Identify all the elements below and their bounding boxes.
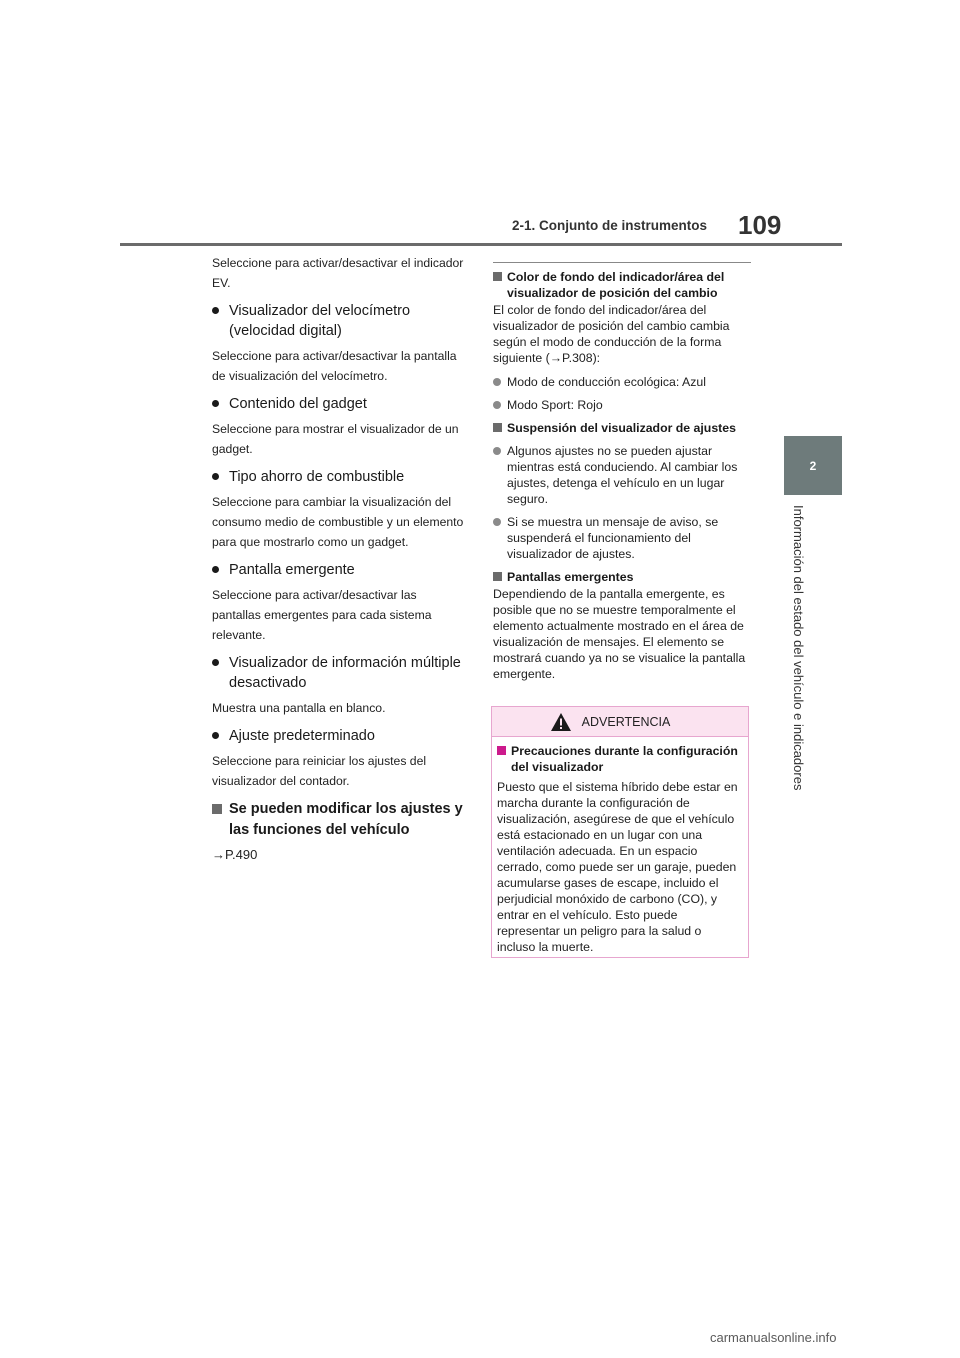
header-rule [120, 243, 842, 246]
warning-box [491, 706, 749, 958]
right-column [493, 262, 751, 690]
bullet-dot-icon [212, 400, 219, 407]
warning-content [492, 737, 748, 955]
list-item [212, 301, 468, 386]
item-description: Seleccione para reiniciar los ajustes del visualizador del contador. [212, 754, 427, 788]
list-item: Modo de conducción ecológica: Azul [493, 374, 751, 390]
list-item [212, 560, 468, 645]
bullet-dot-icon [493, 401, 501, 409]
list-item [212, 653, 468, 718]
list-item: Algunos ajustes no se pueden ajustar mientras está conduciendo. Al cambiar los ajustes, detenga el vehículo en un lugar seguro. [493, 443, 751, 507]
square-bullet-icon [493, 272, 502, 281]
list-item [212, 394, 468, 459]
bullet-dot-icon [212, 473, 219, 480]
section-body: El color de fondo del indicador/área del visualizador de posición del cambio cambia según el modo de conducción de la forma siguiente (→P.308): [493, 303, 730, 365]
page-number: 109 [738, 210, 782, 240]
bullet-dot-icon [212, 659, 219, 666]
square-bullet-icon [497, 746, 506, 755]
section-heading: Suspensión del visualizador de ajustes [493, 420, 751, 436]
list-item: Modo Sport: Rojo [493, 397, 751, 413]
item-title: Contenido del gadget [229, 396, 367, 412]
section-heading: Se pueden modificar los ajustes y las funciones del vehículo [212, 799, 468, 841]
bullet-dot-icon [212, 732, 219, 739]
bullet-dot-icon [212, 566, 219, 573]
bullet-dot-icon [493, 518, 501, 526]
item-description: Muestra una pantalla en blanco. [212, 701, 386, 715]
chapter-tab [784, 436, 842, 495]
square-bullet-icon [493, 572, 502, 581]
list-item [212, 726, 468, 791]
section-heading: Color de fondo del indicador/área del visualizador de posición del cambio [493, 269, 751, 301]
watermark: carmanualsonline.info [710, 1330, 837, 1345]
bullet-dot-icon [493, 378, 501, 386]
page-reference-link[interactable]: →P.490 [212, 847, 258, 862]
header-section-title: 2-1. Conjunto de instrumentos [512, 218, 708, 233]
section-body: Dependiendo de la pantalla emergente, es posible que no se muestre temporalmente el elemento actualmente mostrado en el área de visualización de mensajes. El elemento se mostrará cuando ya no se visualice la pantalla emergente. [493, 587, 746, 681]
item-title: Visualizador del velocímetro (velocidad digital) [229, 303, 411, 339]
warning-heading: Precauciones durante la configuración del visualizador [497, 743, 742, 775]
chapter-number: 2 [809, 458, 817, 473]
warning-label: ADVERTENCIA [581, 714, 671, 729]
item-title: Tipo ahorro de combustible [229, 469, 405, 485]
bullet-dot-icon [212, 307, 219, 314]
item-description: Seleccione para mostrar el visualizador de un gadget. [212, 422, 459, 456]
item-title: Pantalla emergente [229, 562, 355, 578]
item-description: Seleccione para activar/desactivar las pantallas emergentes para cada sistema relevante. [212, 588, 432, 642]
left-column [212, 253, 468, 862]
warning-triangle-icon [550, 712, 572, 732]
warning-header [492, 707, 748, 737]
item-description: Seleccione para activar/desactivar la pantalla de visualización del velocímetro. [212, 349, 457, 383]
item-title: Visualizador de información múltiple desactivado [229, 655, 461, 691]
item-title: Ajuste predeterminado [229, 728, 375, 744]
list-item: Si se muestra un mensaje de aviso, se suspenderá el funcionamiento del visualizador de ajustes. [493, 514, 751, 562]
section-heading: Pantallas emergentes [493, 569, 751, 585]
square-bullet-icon [212, 804, 222, 814]
list-item [212, 467, 468, 552]
intro-text: Seleccione para activar/desactivar el indicador EV. [212, 256, 464, 290]
item-description: Seleccione para cambiar la visualización del consumo medio de combustible y un elemento para que mostrarlo como un gadget. [212, 495, 464, 549]
square-bullet-icon [493, 423, 502, 432]
section-rule [493, 262, 751, 263]
warning-body: Puesto que el sistema híbrido debe estar en marcha durante la configuración de visualización, asegúrese de que el vehículo está estacionado en un lugar con una ventilación adecuada. En un espacio cerrado, como puede ser un garaje, pueden acumularse gases de escape, incluido el perjudicial monóxido de carbono (CO), y entrar en el vehículo. Esto puede representar un peligro para la salud o incluso la muerte. [497, 780, 738, 954]
bullet-dot-icon [493, 447, 501, 455]
chapter-label: Información del estado del vehículo e indicadores [791, 505, 806, 791]
